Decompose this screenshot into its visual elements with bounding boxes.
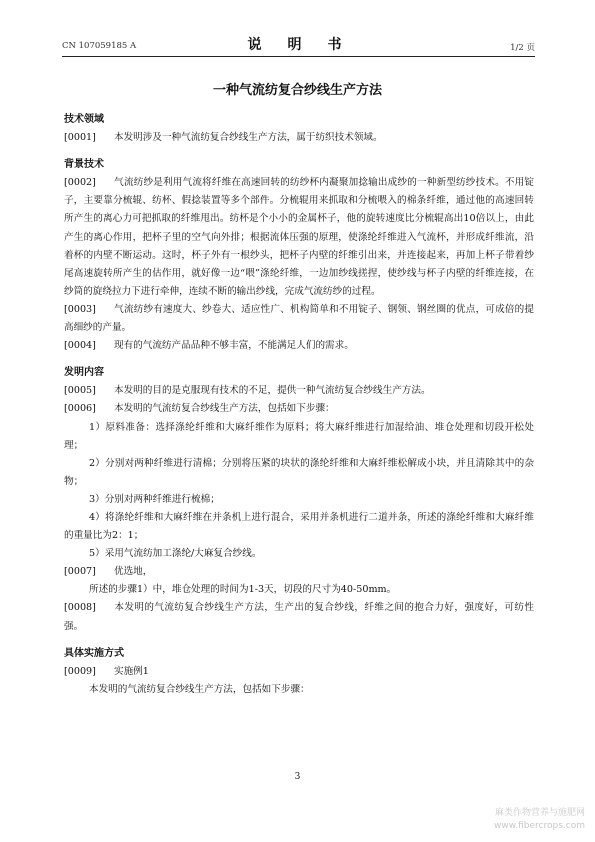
- paragraph-number: [0007]: [64, 566, 96, 578]
- header-divider: [62, 56, 535, 57]
- paragraph-0003: [64, 301, 534, 337]
- paragraph-text: 本发明涉及一种气流纺复合纱线生产方法，属于纺织技术领域。: [114, 132, 383, 144]
- paragraph-0001: [64, 129, 534, 147]
- paragraph-0009-detail: 本发明的气流纺复合纱线生产方法，包括如下步骤：: [89, 683, 310, 695]
- step-2: 2）分别对两种纤维进行清棉；分别将压紧的块状的涤纶纤维和大麻纤维松解成小块，并且清除其中的杂物；: [64, 457, 534, 487]
- watermark-line-1: 麻类作物营养与施肥网: [494, 808, 585, 818]
- paragraph-number: [0006]: [64, 403, 96, 415]
- paragraph-text: 本发明的目的是克服现有技术的不足，提供一种气流纺复合纱线生产方法。: [114, 385, 431, 397]
- paragraph-number: [0005]: [64, 385, 96, 397]
- paragraph-0007: [64, 563, 534, 581]
- paragraph-0005: [64, 382, 534, 400]
- document-body: [64, 111, 534, 699]
- paragraph-text: 本发明的气流纺复合纱线生产方法，包括如下步骤：: [114, 403, 335, 415]
- section-heading-invention: 发明内容: [64, 367, 104, 379]
- paragraph-0006: [64, 400, 534, 418]
- paragraph-text: 气流纺纱是利用气流将纤维在高速回转的纺纱杯内凝聚加捻输出成纱的一种新型纺纱技术。不用锭子，主要靠分梳辊、纺杯、假捻装置等多个部件。分梳辊用来抓取和分梳喂入的棉条纤维，通过他的高速回转所产生的离心力可把抓取的纤维甩出。纺杯是个小小的金属杯子，他的旋转速度比分梳辊高出10倍以上，由此产生的离心作用，把杯子里的空气向外排；根据流体压强的原理，使涤纶纤维进入气流杯，并形成纤维流，沿着杯的内壁不断运动。这时，杯子外有一根纱头，把杯子内壁的纤维引出来，并连接起来，再加上杯子带着纱尾高速旋转所产生的估作用，就好像一边“喂”涤纶纤维，一边加纱线搓捏，使纱线与杯子内壁的纤维连接，在纱筒的旋绕拉力下进行牵伸，连续不断的输出纱线，完成气流纺纱的过程。: [64, 177, 534, 297]
- paragraph-number: [0004]: [64, 340, 96, 352]
- paragraph-text: 优选地，: [114, 566, 153, 578]
- step-5: 5）采用气流纺加工涤纶/大麻复合纱线。: [89, 548, 262, 560]
- paragraph-text: 气流纺纱有速度大、纱卷大、适应性广、机构简单和不用锭子、钢领、钢丝圈的优点，可成倍的提高细纱的产量。: [64, 303, 534, 334]
- section-heading-background: 背景技术: [64, 159, 104, 171]
- watermark: [494, 807, 585, 833]
- paragraph-0008: [64, 599, 534, 635]
- header-title: 说 明 书: [247, 37, 348, 53]
- paragraph-0007-detail: 所述的步骤1）中，堆仓处理的时间为1-3天，切段的尺寸为40-50mm。: [89, 584, 397, 596]
- paragraph-number: [0008]: [64, 602, 96, 614]
- paragraph-0009: [64, 663, 534, 681]
- paragraph-text: 实施例1: [114, 665, 149, 677]
- paragraph-number: [0003]: [64, 303, 96, 315]
- step-3: 3）分别对两种纤维进行梳棉；: [89, 493, 220, 505]
- section-heading-tech-field: 技术领域: [64, 114, 104, 125]
- doc-number: CN 107059185 A: [62, 41, 137, 51]
- paragraph-0004: [64, 337, 534, 355]
- paragraph-text: 本发明的气流纺复合纱线生产方法，生产出的复合纱线，纤维之间的抱合力好，强度好，可纺性强。: [64, 602, 534, 632]
- paragraph-text: 现有的气流纺产品品种不够丰富，不能满足人们的需求。: [114, 340, 354, 352]
- section-heading-embodiment: 具体实施方式: [64, 647, 124, 659]
- step-1: 1）原料准备：选择涤纶纤维和大麻纤维作为原料；将大麻纤维进行加湿给油、堆仓处理和切段开松处理；: [64, 421, 534, 451]
- page-number: 3: [294, 772, 301, 782]
- document-title: 一种气流纺复合纱线生产方法: [212, 83, 382, 98]
- paragraph-number: [0009]: [64, 665, 96, 677]
- paragraph-0002: [64, 174, 534, 301]
- watermark-line-2: www.fibercrops.com: [494, 821, 585, 831]
- page-info: 1/2 页: [510, 43, 535, 53]
- paragraph-number: [0002]: [64, 177, 96, 189]
- paragraph-number: [0001]: [64, 132, 96, 144]
- step-4: 4）将涤纶纤维和大麻纤维在并条机上进行混合，采用并条机进行二道并条，所述的涤纶纤维和大麻纤维的重量比为2：1；: [64, 511, 534, 542]
